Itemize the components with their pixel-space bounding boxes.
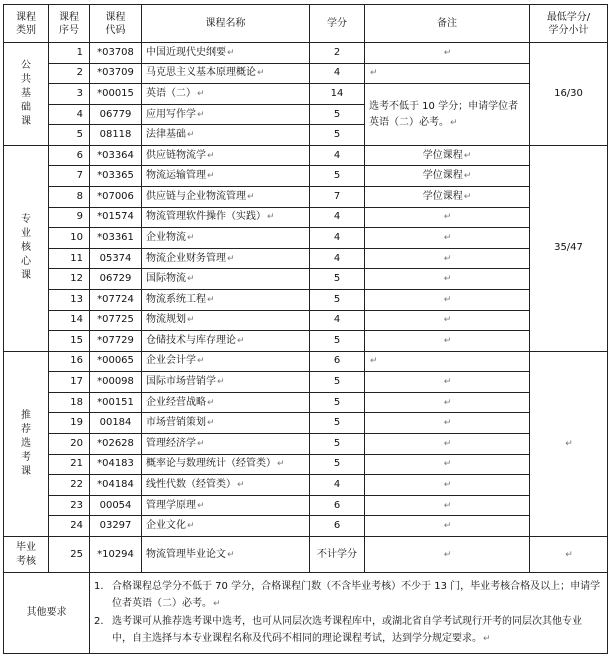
- other-requirements-label: 其他要求: [4, 573, 90, 654]
- course-name: 企业会计学: [146, 355, 196, 367]
- code-cell: 00054: [90, 495, 142, 516]
- credit-cell: 不计学分: [310, 536, 365, 572]
- paragraph-mark-icon: ↵: [197, 88, 205, 99]
- code-cell: *00065: [90, 351, 142, 372]
- credit-cell: 6: [310, 516, 365, 537]
- seq-cell: 8: [49, 187, 90, 208]
- remark-cell: [365, 187, 530, 208]
- code-cell: *10294: [90, 536, 142, 572]
- table-row: [4, 310, 608, 331]
- code-cell: *04183: [90, 454, 142, 475]
- course-name: 国际市场营销学: [146, 376, 216, 388]
- remark-cell: [365, 207, 530, 228]
- paragraph-mark-icon: ↵: [443, 253, 452, 264]
- code-cell: 06729: [90, 269, 142, 290]
- seq-cell: 17: [49, 372, 90, 393]
- course-plan-table: [3, 4, 608, 654]
- course-name: 物流企业财务管理: [146, 252, 226, 264]
- seq-cell: 2: [49, 63, 90, 84]
- table-row: [4, 516, 608, 537]
- paragraph-mark-icon: ↵: [443, 315, 452, 326]
- table-row: [4, 331, 608, 352]
- paragraph-mark-icon: ↵: [443, 418, 452, 429]
- course-name-cell: [142, 125, 310, 146]
- code-cell: *07729: [90, 331, 142, 352]
- course-name: 国际物流: [146, 273, 186, 285]
- credit-cell: 2: [310, 43, 365, 64]
- paragraph-mark-icon: ↵: [443, 335, 452, 346]
- credit-cell: 5: [310, 125, 365, 146]
- remark-cell: [365, 351, 530, 372]
- course-name-cell: [142, 475, 310, 496]
- table-row: [4, 43, 608, 64]
- code-cell: 00184: [90, 413, 142, 434]
- seq-cell: 19: [49, 413, 90, 434]
- remark-cell: [365, 289, 530, 310]
- course-name: 应用写作学: [146, 108, 196, 120]
- credit-cell: 6: [310, 351, 365, 372]
- paragraph-mark-icon: ↵: [443, 274, 452, 285]
- course-name-cell: [142, 84, 310, 105]
- course-name: 概率论与数理统计（经管类）: [146, 458, 276, 470]
- seq-cell: 18: [49, 392, 90, 413]
- other-requirements-row: [4, 573, 608, 654]
- seq-cell: 3: [49, 84, 90, 105]
- paragraph-mark-icon: ↵: [237, 335, 245, 346]
- category-char: 毕业: [16, 541, 36, 553]
- paragraph-mark-icon: ↵: [463, 171, 472, 182]
- seq-cell: 16: [49, 351, 90, 372]
- paragraph-mark-icon: ↵: [197, 356, 205, 367]
- note-number: 1.: [94, 581, 104, 593]
- table-row: [4, 207, 608, 228]
- table-row: [4, 145, 608, 166]
- credit-cell: 4: [310, 63, 365, 84]
- course-name-cell: [142, 372, 310, 393]
- paragraph-mark-icon: ↵: [565, 438, 573, 449]
- category-cell: [4, 351, 49, 536]
- seq-cell: 9: [49, 207, 90, 228]
- credit-cell: 4: [310, 475, 365, 496]
- paragraph-mark-icon: ↵: [217, 377, 225, 388]
- seq-cell: 10: [49, 228, 90, 249]
- paragraph-mark-icon: ↵: [463, 150, 472, 161]
- remark-cell: [365, 269, 530, 290]
- course-name-cell: [142, 331, 310, 352]
- remark-cell: [365, 331, 530, 352]
- remark-cell: [365, 166, 530, 187]
- credit-cell: 4: [310, 228, 365, 249]
- paragraph-mark-icon: ↵: [207, 150, 215, 161]
- code-cell: *01574: [90, 207, 142, 228]
- credit-cell: 7: [310, 187, 365, 208]
- paragraph-mark-icon: ↵: [443, 377, 452, 388]
- remark-text: 学位课程: [422, 190, 463, 202]
- course-name-cell: [142, 310, 310, 331]
- table-row: [4, 392, 608, 413]
- table-row: [4, 413, 608, 434]
- code-cell: 05374: [90, 248, 142, 269]
- code-cell: *00098: [90, 372, 142, 393]
- paragraph-mark-icon: ↵: [197, 438, 205, 449]
- table-row: [4, 248, 608, 269]
- course-name-cell: [142, 145, 310, 166]
- category-char: 考: [21, 451, 31, 463]
- paragraph-mark-icon: ↵: [443, 397, 452, 408]
- paragraph-mark-icon: ↵: [207, 418, 215, 429]
- credit-cell: 4: [310, 207, 365, 228]
- paragraph-mark-icon: ↵: [443, 212, 452, 223]
- paragraph-mark-icon: ↵: [370, 356, 378, 367]
- credit-cell: 5: [310, 392, 365, 413]
- table-row: [4, 228, 608, 249]
- code-cell: *03708: [90, 43, 142, 64]
- note-text: 选考课可从推荐选考课中选考，也可从同层次选考课程库中，或湖北省自学考试现行开考的同层次其他专业中，自主选择与本专业课程名称及代码不相同的理论课程考试，达到学分规定要求。: [112, 616, 582, 645]
- paragraph-mark-icon: ↵: [565, 549, 573, 560]
- code-cell: *03365: [90, 166, 142, 187]
- paragraph-mark-icon: ↵: [207, 397, 215, 408]
- course-name-cell: [142, 228, 310, 249]
- header-row: [4, 5, 608, 43]
- paragraph-mark-icon: ↵: [443, 294, 452, 305]
- course-name: 管理学原理: [146, 499, 196, 511]
- paragraph-mark-icon: ↵: [197, 500, 205, 511]
- course-name-cell: [142, 289, 310, 310]
- paragraph-mark-icon: ↵: [443, 47, 452, 58]
- paragraph-mark-icon: ↵: [443, 521, 452, 532]
- course-name: 仓储技术与库存理论: [146, 334, 236, 346]
- remark-cell: [365, 433, 530, 454]
- seq-cell: 5: [49, 125, 90, 146]
- paragraph-mark-icon: ↵: [370, 68, 378, 79]
- category-char: 公: [21, 59, 31, 71]
- header-seq: 课程 序号: [49, 5, 90, 43]
- course-name-cell: [142, 516, 310, 537]
- credit-cell: 5: [310, 166, 365, 187]
- paragraph-mark-icon: ↵: [443, 232, 452, 243]
- paragraph-mark-icon: ↵: [247, 191, 255, 202]
- category-char: 选: [21, 437, 31, 449]
- seq-cell: 1: [49, 43, 90, 64]
- note-text-wrap: [112, 578, 601, 613]
- requirement-note: [94, 578, 601, 613]
- code-cell: *07006: [90, 187, 142, 208]
- table-row: [4, 372, 608, 393]
- remark-cell: [365, 475, 530, 496]
- paragraph-mark-icon: ↵: [267, 212, 275, 223]
- course-name-cell: [142, 43, 310, 64]
- table-row: [4, 84, 608, 105]
- thesis-row: [4, 536, 608, 572]
- paragraph-mark-icon: ↵: [450, 117, 458, 128]
- seq-cell: 21: [49, 454, 90, 475]
- table-row: [4, 289, 608, 310]
- course-name-cell: [142, 392, 310, 413]
- category-cell: [4, 536, 49, 572]
- category-char: 础: [21, 101, 31, 113]
- course-name: 线性代数（经管类）: [146, 478, 236, 490]
- header-category: 课程 类别: [4, 5, 49, 43]
- code-cell: *03364: [90, 145, 142, 166]
- category-char: 核: [21, 242, 31, 254]
- course-name: 市场营销策划: [146, 417, 206, 429]
- table-row: [4, 454, 608, 475]
- remark-cell: [365, 536, 530, 572]
- requirement-note: [94, 613, 601, 648]
- code-cell: *00015: [90, 84, 142, 105]
- seq-cell: 4: [49, 104, 90, 125]
- subtotal-cell: [530, 351, 608, 536]
- course-name: 中国近现代史纲要: [146, 46, 226, 58]
- paragraph-mark-icon: ↵: [197, 109, 205, 120]
- credit-cell: 4: [310, 248, 365, 269]
- code-cell: *07724: [90, 289, 142, 310]
- code-cell: *07725: [90, 310, 142, 331]
- seq-cell: 12: [49, 269, 90, 290]
- table-row: [4, 269, 608, 290]
- paragraph-mark-icon: ↵: [257, 68, 265, 79]
- code-cell: *04184: [90, 475, 142, 496]
- credit-cell: 6: [310, 495, 365, 516]
- credit-cell: 5: [310, 269, 365, 290]
- header-min-credit: 最低学分/ 学分小计: [530, 5, 608, 43]
- paragraph-mark-icon: ↵: [443, 459, 452, 470]
- credit-cell: 4: [310, 310, 365, 331]
- course-name-cell: [142, 166, 310, 187]
- credit-cell: 5: [310, 454, 365, 475]
- code-cell: 03297: [90, 516, 142, 537]
- table-row: [4, 351, 608, 372]
- code-cell: *02628: [90, 433, 142, 454]
- paragraph-mark-icon: ↵: [187, 232, 195, 243]
- category-char: 业: [21, 228, 31, 240]
- code-cell: *00151: [90, 392, 142, 413]
- paragraph-mark-icon: ↵: [207, 171, 215, 182]
- category-cell: [4, 145, 49, 351]
- category-char: 课: [21, 270, 31, 282]
- seq-cell: 15: [49, 331, 90, 352]
- seq-cell: 6: [49, 145, 90, 166]
- course-name-cell: [142, 269, 310, 290]
- remark-cell: [365, 495, 530, 516]
- category-char: 课: [21, 465, 31, 477]
- course-name: 英语（二）: [146, 87, 196, 99]
- course-name-cell: [142, 454, 310, 475]
- category-char: 基: [21, 87, 31, 99]
- course-name: 物流规划: [146, 314, 186, 326]
- seq-cell: 23: [49, 495, 90, 516]
- course-name: 马克思主义基本原理概论: [146, 67, 256, 79]
- paragraph-mark-icon: ↵: [443, 549, 452, 560]
- course-name-cell: [142, 187, 310, 208]
- course-name: 供应链物流学: [146, 149, 206, 161]
- credit-cell: 5: [310, 289, 365, 310]
- paragraph-mark-icon: ↵: [187, 521, 195, 532]
- paragraph-mark-icon: ↵: [207, 294, 215, 305]
- table-row: [4, 166, 608, 187]
- paragraph-mark-icon: ↵: [443, 479, 452, 490]
- category-char: 荐: [21, 423, 31, 435]
- code-cell: *03709: [90, 63, 142, 84]
- remark-cell: [365, 454, 530, 475]
- seq-cell: 25: [49, 536, 90, 572]
- paragraph-mark-icon: ↵: [187, 274, 195, 285]
- seq-cell: 14: [49, 310, 90, 331]
- paragraph-mark-icon: ↵: [213, 599, 221, 610]
- credit-cell: 5: [310, 433, 365, 454]
- seq-cell: 22: [49, 475, 90, 496]
- course-name-cell: [142, 433, 310, 454]
- code-cell: *03361: [90, 228, 142, 249]
- paragraph-mark-icon: ↵: [187, 315, 195, 326]
- course-name: 物流管理毕业论文: [146, 548, 226, 560]
- table-row: [4, 187, 608, 208]
- header-remark: 备注: [365, 5, 530, 43]
- remark-cell: [365, 372, 530, 393]
- paragraph-mark-icon: ↵: [237, 479, 245, 490]
- other-requirements-notes: [90, 573, 608, 654]
- note-text: 合格课程总学分不低于 70 学分，合格课程门数（不含毕业考核）不少于 13 门，毕业考核合格及以上；申请学位者英语（二）必考。: [112, 581, 601, 610]
- category-char: 心: [21, 256, 31, 268]
- category-char: 考核: [16, 555, 36, 567]
- course-name-cell: [142, 413, 310, 434]
- code-cell: 08118: [90, 125, 142, 146]
- course-name-cell: [142, 63, 310, 84]
- subtotal-cell: [530, 43, 608, 146]
- paragraph-mark-icon: ↵: [277, 459, 285, 470]
- course-name: 物流系统工程: [146, 293, 206, 305]
- paragraph-mark-icon: ↵: [187, 130, 195, 141]
- paragraph-mark-icon: ↵: [443, 500, 452, 511]
- seq-cell: 20: [49, 433, 90, 454]
- seq-cell: 24: [49, 516, 90, 537]
- category-char: 共: [21, 73, 31, 85]
- category-char: 推: [21, 409, 31, 421]
- header-name: 课程名称: [142, 5, 310, 43]
- course-name: 管理经济学: [146, 437, 196, 449]
- course-name: 企业物流: [146, 231, 186, 243]
- credit-cell: 5: [310, 331, 365, 352]
- course-name: 法律基础: [146, 129, 186, 141]
- remark-cell: [365, 248, 530, 269]
- remark-merged-cell: [365, 84, 530, 146]
- course-name-cell: [142, 536, 310, 572]
- note-text-wrap: [112, 613, 601, 648]
- remark-text: 学位课程: [422, 149, 463, 161]
- remark-text: 选考不低于 10 学分；申请学位者英语（二）必考。: [369, 100, 519, 128]
- table-row: [4, 495, 608, 516]
- course-name: 供应链与企业物流管理: [146, 190, 246, 202]
- seq-cell: 11: [49, 248, 90, 269]
- remark-cell: [365, 413, 530, 434]
- course-table-body: [4, 43, 608, 654]
- remark-cell: [365, 516, 530, 537]
- credit-cell: 5: [310, 413, 365, 434]
- paragraph-mark-icon: ↵: [483, 634, 491, 645]
- credit-cell: 5: [310, 372, 365, 393]
- course-name-cell: [142, 248, 310, 269]
- course-name-cell: [142, 495, 310, 516]
- category-char: 专: [21, 214, 31, 226]
- table-row: [4, 63, 608, 84]
- subtotal-value: 35/47: [554, 242, 583, 254]
- course-name: 企业经营战略: [146, 396, 206, 408]
- header-code: 课程 代码: [90, 5, 142, 43]
- paragraph-mark-icon: ↵: [463, 191, 472, 202]
- remark-cell: [365, 392, 530, 413]
- remark-cell: [365, 310, 530, 331]
- seq-cell: 13: [49, 289, 90, 310]
- paragraph-mark-icon: ↵: [227, 47, 235, 58]
- subtotal-cell: [530, 536, 608, 572]
- course-name-cell: [142, 351, 310, 372]
- category-cell: [4, 43, 49, 146]
- paragraph-mark-icon: ↵: [227, 549, 235, 560]
- remark-cell: [365, 228, 530, 249]
- course-name: 物流管理软件操作（实践）: [146, 211, 266, 223]
- table-row: [4, 433, 608, 454]
- paragraph-mark-icon: ↵: [227, 253, 235, 264]
- credit-cell: 4: [310, 145, 365, 166]
- course-name: 企业文化: [146, 520, 186, 532]
- remark-text: 学位课程: [422, 170, 463, 182]
- subtotal-value: 16/30: [554, 87, 583, 99]
- credit-cell: 14: [310, 84, 365, 105]
- course-name: 物流运输管理: [146, 170, 206, 182]
- note-number: 2.: [94, 616, 104, 628]
- remark-cell: [365, 63, 530, 84]
- table-row: [4, 475, 608, 496]
- credit-cell: 5: [310, 104, 365, 125]
- remark-cell: [365, 43, 530, 64]
- code-cell: 06779: [90, 104, 142, 125]
- seq-cell: 7: [49, 166, 90, 187]
- paragraph-mark-icon: ↵: [443, 438, 452, 449]
- course-name-cell: [142, 104, 310, 125]
- remark-cell: [365, 145, 530, 166]
- category-char: 课: [21, 115, 31, 127]
- subtotal-cell: [530, 145, 608, 351]
- course-name-cell: [142, 207, 310, 228]
- header-credit: 学分: [310, 5, 365, 43]
